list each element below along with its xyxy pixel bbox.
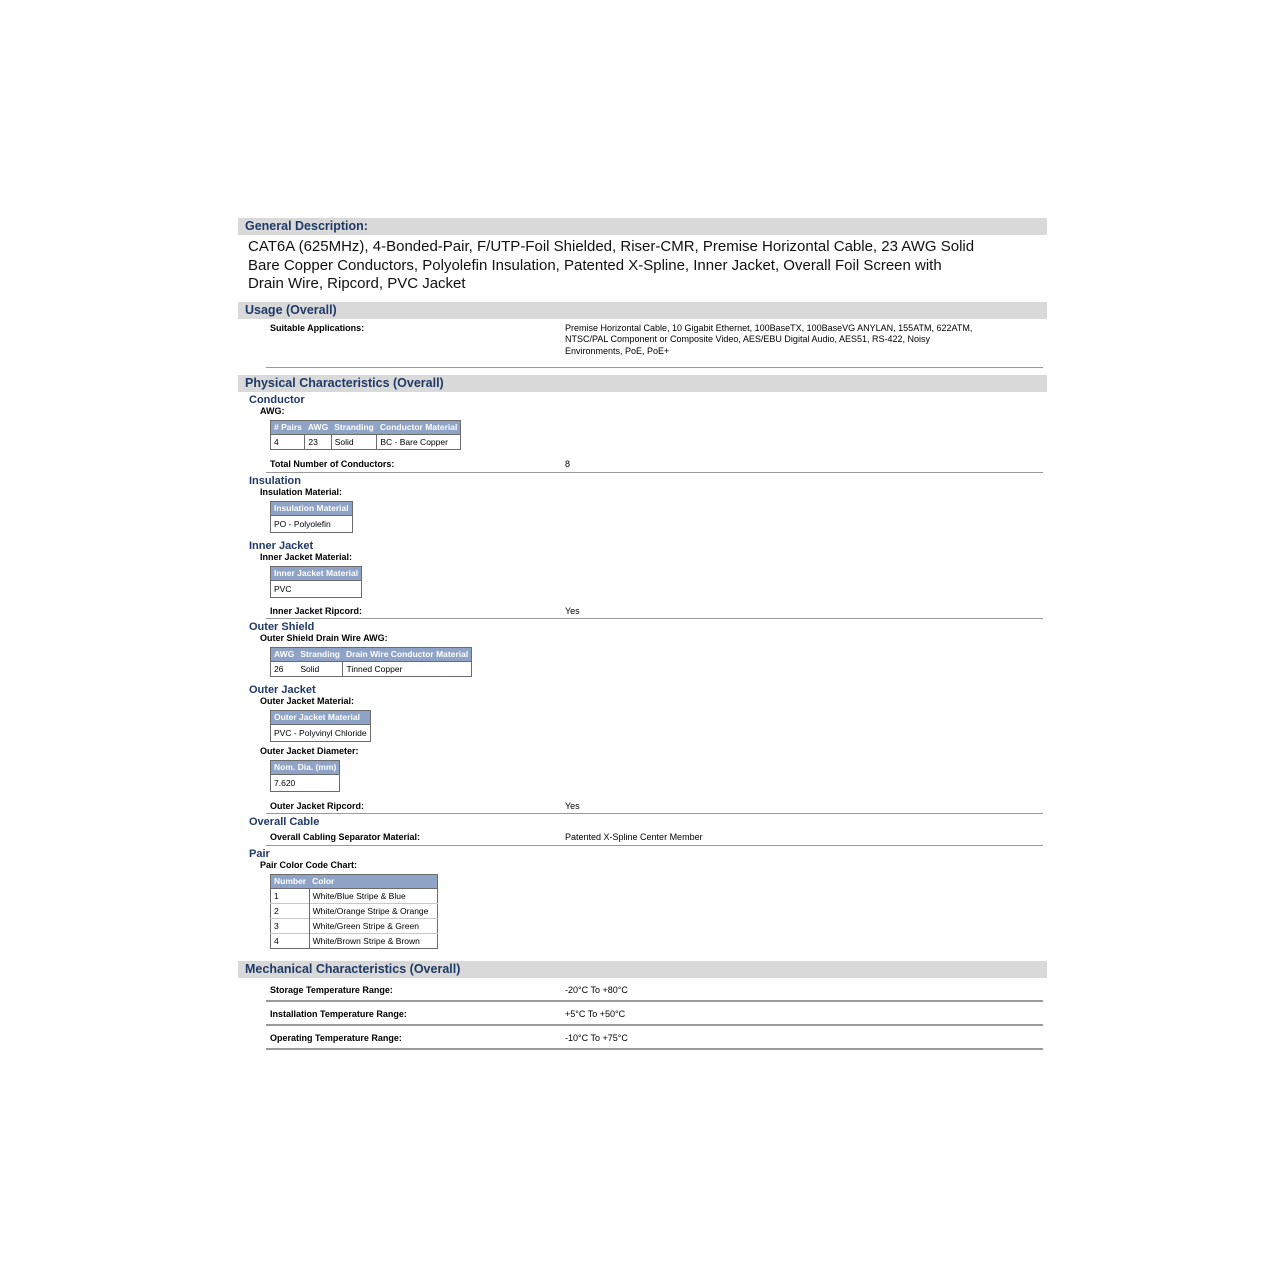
usage-header: Usage (Overall) — [238, 302, 1047, 319]
table-header: AWG — [271, 647, 298, 661]
table-header: Color — [309, 874, 438, 888]
table-cell: PVC - Polyvinyl Chloride — [271, 724, 371, 741]
outer-jacket-heading: Outer Jacket — [249, 683, 316, 696]
table-cell: White/Orange Stripe & Orange — [309, 903, 438, 918]
table-cell: 2 — [271, 903, 310, 918]
table-cell: BC - Bare Copper — [377, 434, 461, 449]
table-cell: Tinned Copper — [343, 661, 472, 676]
storage-temp-row — [266, 985, 1043, 997]
table-cell: Solid — [331, 434, 377, 449]
outer-jacket-table — [270, 710, 371, 742]
table-header: Nom. Dia. (mm) — [271, 760, 340, 774]
table-header: Conductor Material — [377, 420, 461, 434]
conductor-heading: Conductor — [249, 393, 305, 406]
insulation-material-label: Insulation Material: — [260, 486, 343, 497]
table-header: Insulation Material — [271, 501, 353, 515]
pair-color-chart-label: Pair Color Code Chart: — [260, 859, 358, 870]
insulation-heading: Insulation — [249, 474, 301, 487]
table-header: Stranding — [297, 647, 343, 661]
total-conductors-row — [266, 459, 1043, 471]
awg-label: AWG: — [260, 405, 285, 416]
divider — [266, 618, 1043, 619]
inner-jacket-ripcord-label: Inner Jacket Ripcord: — [270, 605, 363, 616]
inner-jacket-ripcord-row — [266, 606, 1043, 618]
table-cell: 4 — [271, 434, 305, 449]
table-cell: 23 — [305, 434, 331, 449]
drain-wire-awg-label: Outer Shield Drain Wire AWG: — [260, 632, 388, 643]
physical-header: Physical Characteristics (Overall) — [238, 375, 1047, 392]
table-cell: PO - Polyolefin — [271, 515, 353, 532]
separator-material-label: Overall Cabling Separator Material: — [270, 831, 421, 842]
table-cell: 3 — [271, 918, 310, 933]
installation-temp-value: +5°C To +50°C — [565, 1008, 626, 1019]
outer-shield-table — [270, 647, 472, 677]
total-conductors-label: Total Number of Conductors: — [270, 458, 395, 469]
pair-heading: Pair — [249, 847, 270, 860]
table-header: Inner Jacket Material — [271, 566, 362, 580]
inner-jacket-heading: Inner Jacket — [249, 539, 314, 552]
operating-temp-value: -10°C To +75°C — [565, 1032, 628, 1043]
table-header: AWG — [305, 420, 331, 434]
table-header: Drain Wire Conductor Material — [343, 647, 472, 661]
table-cell: White/Brown Stripe & Brown — [309, 933, 438, 948]
outer-jacket-diameter-label: Outer Jacket Diameter: — [260, 745, 359, 756]
outer-jacket-diameter-table — [270, 760, 340, 792]
pair-color-table — [270, 874, 438, 949]
mechanical-header: Mechanical Characteristics (Overall) — [238, 961, 1047, 978]
table-header: Stranding — [331, 420, 377, 434]
separator-material-value: Patented X-Spline Center Member — [565, 831, 703, 842]
table-cell: White/Blue Stripe & Blue — [309, 888, 438, 903]
installation-temp-row — [266, 1009, 1043, 1021]
storage-temp-label: Storage Temperature Range: — [270, 984, 393, 995]
outer-jacket-ripcord-label: Outer Jacket Ripcord: — [270, 800, 365, 811]
operating-temp-label: Operating Temperature Range: — [270, 1032, 402, 1043]
table-header: Outer Jacket Material — [271, 710, 371, 724]
usage-row — [266, 323, 1043, 367]
suitable-applications-label: Suitable Applications: — [270, 322, 365, 333]
conductor-table — [270, 420, 461, 450]
inner-jacket-ripcord-value: Yes — [565, 605, 580, 616]
inner-jacket-material-label: Inner Jacket Material: — [260, 551, 353, 562]
general-description-header: General Description: — [238, 218, 1047, 235]
divider — [266, 1048, 1043, 1050]
spec-document — [238, 218, 1047, 1050]
divider — [266, 472, 1043, 473]
insulation-table — [270, 501, 353, 533]
outer-jacket-ripcord-row — [266, 801, 1043, 813]
outer-jacket-material-label: Outer Jacket Material: — [260, 695, 355, 706]
table-cell: 1 — [271, 888, 310, 903]
general-description-text: CAT6A (625MHz), 4-Bonded-Pair, F/UTP-Foil Shielded, Riser-CMR, Premise Horizontal Cable, 23 AWG Solid Bare Copper Conductors, Polyolefin Insulation, Patented X-Spline, Inner Jacket, Overall Foil Screen with Drain Wire, Ripcord, PVC Jacket — [248, 238, 975, 292]
divider — [266, 1024, 1043, 1026]
divider — [266, 813, 1043, 814]
divider — [266, 845, 1043, 846]
table-cell: PVC — [271, 580, 362, 597]
total-conductors-value: 8 — [565, 458, 571, 469]
separator-material-row — [266, 832, 1043, 844]
table-cell: 26 — [271, 661, 298, 676]
outer-shield-heading: Outer Shield — [249, 620, 315, 633]
table-header: # Pairs — [271, 420, 305, 434]
overall-cable-heading: Overall Cable — [249, 815, 320, 828]
storage-temp-value: -20°C To +80°C — [565, 984, 628, 995]
suitable-applications-value: Premise Horizontal Cable, 10 Gigabit Ethernet, 100BaseTX, 100BaseVG ANYLAN, 155ATM, 622ATM, NTSC/PAL Component or Composite Video, AES/EBU Digital Audio, AES51, RS-422, Noisy Environments, PoE, PoE+ — [565, 322, 973, 356]
table-cell: 4 — [271, 933, 310, 948]
divider — [266, 1000, 1043, 1002]
operating-temp-row — [266, 1033, 1043, 1045]
outer-jacket-ripcord-value: Yes — [565, 800, 580, 811]
table-cell: White/Green Stripe & Green — [309, 918, 438, 933]
table-cell: Solid — [297, 661, 343, 676]
inner-jacket-table — [270, 566, 362, 598]
table-header: Number — [271, 874, 310, 888]
table-cell: 7.620 — [271, 774, 340, 791]
installation-temp-label: Installation Temperature Range: — [270, 1008, 407, 1019]
